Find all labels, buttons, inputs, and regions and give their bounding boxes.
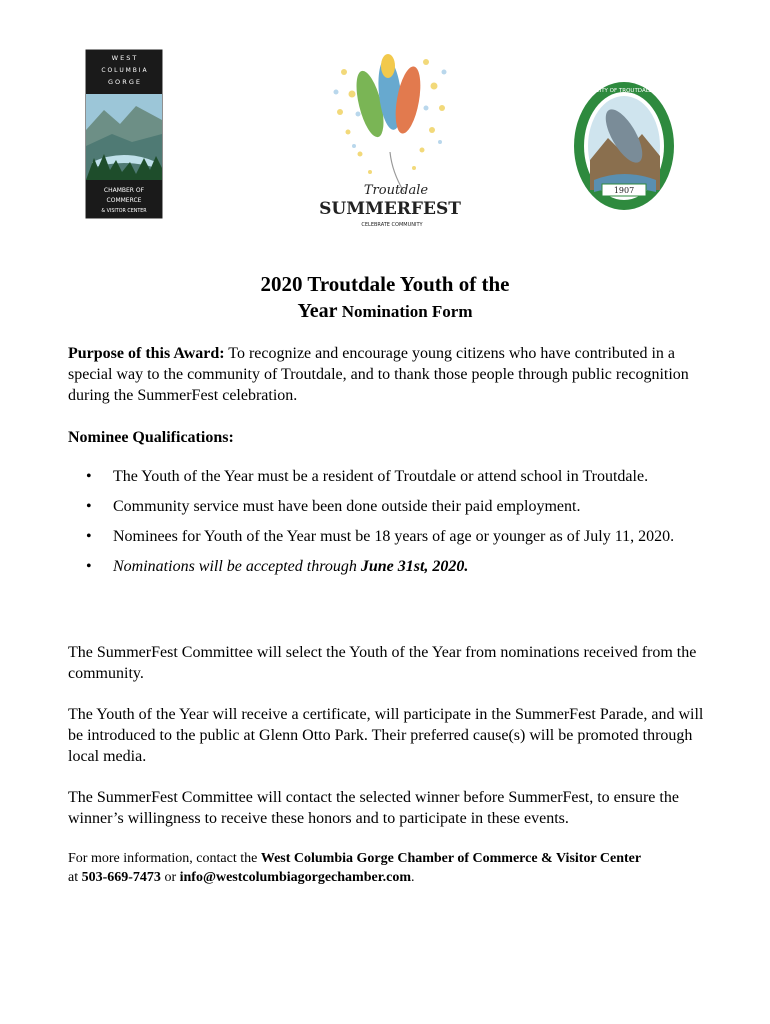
chamber-logo-line3: G O R G E [107, 78, 141, 86]
chamber-logo-line4: CHAMBER OF [103, 187, 145, 194]
list-item [68, 466, 718, 487]
summerfest-logo [319, 42, 461, 232]
form-title-line1: 2020 Troutdale Youth of the [260, 272, 510, 296]
summerfest-name: SUMMERFEST [319, 199, 461, 219]
deadline-text: Nominations will be accepted through [113, 558, 361, 575]
deadline-date: June 31st, 2020. [360, 558, 469, 575]
bullet-icon: • [86, 558, 92, 575]
troutdale-seal-logo [572, 80, 676, 212]
summerfest-tagline: CELEBRATE COMMUNITY [361, 222, 423, 228]
form-title-year: Year [297, 300, 338, 322]
contact-info [68, 849, 718, 887]
seal-year: 1907 [613, 186, 635, 195]
qualification-text: Nominees for Youth of the Year must be 18 years of age or younger as of July 11, 2020. [113, 528, 675, 545]
list-item [68, 556, 718, 577]
bullet-icon: • [86, 468, 92, 485]
chamber-logo [86, 50, 162, 218]
seal-text: CITY OF TROUTDALE [595, 88, 653, 94]
contact-or: or [160, 870, 180, 885]
bullet-icon: • [86, 528, 92, 545]
purpose-label: Purpose of this Award: [68, 345, 225, 362]
phone-number[interactable]: 503-669-7473 [81, 870, 161, 885]
qualification-text: The Youth of the Year must be a resident of Troutdale or attend school in Troutdale. [113, 468, 649, 485]
selection-paragraph: The SummerFest Committee will select the Youth of the Year from nominations received from the community. [68, 644, 697, 682]
purpose-paragraph [68, 343, 718, 406]
qualifications-list [68, 466, 718, 586]
chamber-logo-line2: C O L U M B I A [101, 67, 147, 74]
chamber-logo-line6: & VISITOR CENTER [101, 209, 147, 214]
form-title-line2 [0, 300, 770, 323]
chamber-logo-line5: COMMERCE [106, 197, 142, 204]
list-item [68, 496, 718, 517]
form-title-rest: Nomination Form [337, 302, 473, 321]
contact-at: at [68, 870, 82, 885]
chamber-logo-line1: W E S T [111, 54, 137, 62]
bullet-icon: • [86, 498, 92, 515]
qualifications-heading: Nominee Qualifications: [68, 429, 234, 446]
summerfest-script: Troutdale [363, 183, 429, 198]
chamber-name: West Columbia Gorge Chamber of Commerce & Visitor Center [260, 851, 642, 866]
contact-end: . [411, 870, 415, 885]
contact-winner-paragraph: The SummerFest Committee will contact the selected winner before SummerFest, to ensure the winner’s willingness to receive these honors and to participate in these events. [68, 789, 679, 827]
purpose-text: To recognize and encourage young citizens who have contributed in a special way to the community of Troutdale, and to thank those people through public recognition during the SummerFest celebration. [68, 345, 689, 404]
email-link[interactable]: info@westcolumbiagorgechamber.com [179, 870, 412, 885]
award-paragraph: The Youth of the Year will receive a certificate, will participate in the SummerFest Parade, and will be introduced to the public at Glenn Otto Park. Their preferred cause(s) will be promoted through local media. [68, 706, 704, 765]
contact-prefix: For more information, contact the [68, 851, 261, 866]
list-item [68, 526, 718, 547]
qualification-text: Community service must have been done outside their paid employment. [113, 498, 581, 515]
